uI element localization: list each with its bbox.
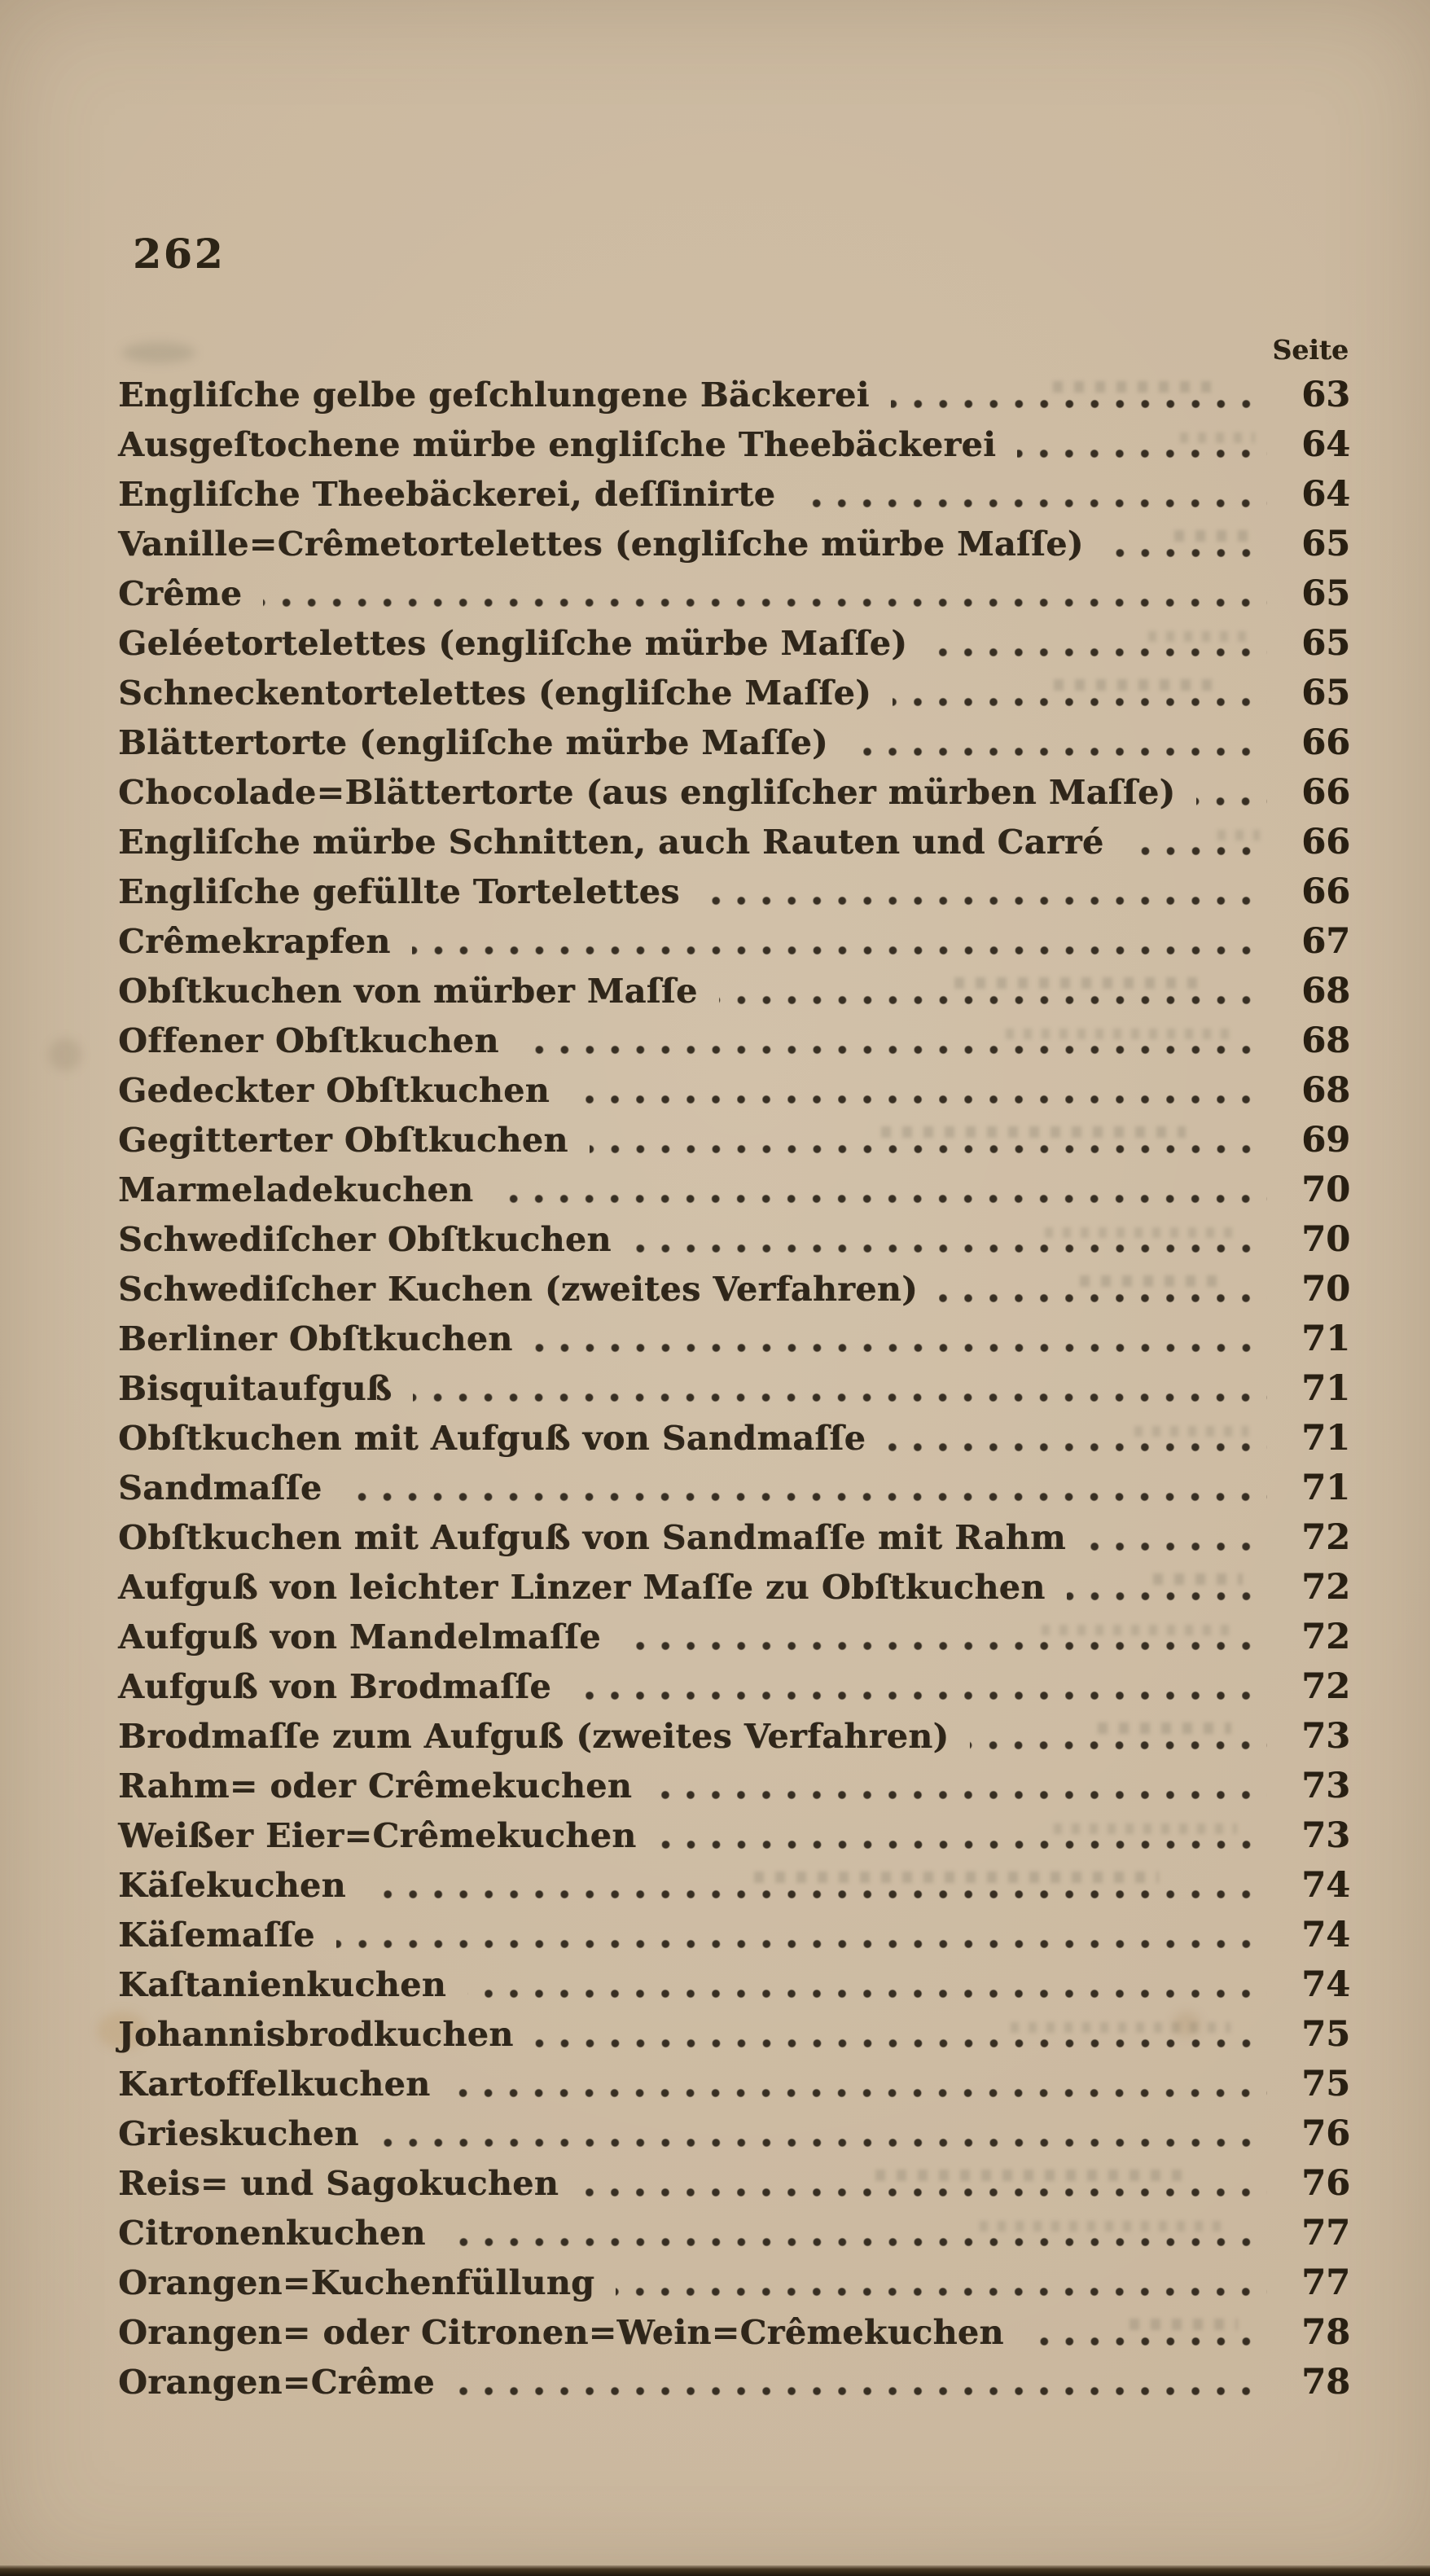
toc-row [118, 520, 1350, 569]
toc-row [118, 818, 1350, 867]
toc-entry-title: Chocolade=Blättertorte (aus engliſcher mürben Maſſe) [118, 773, 1176, 812]
toc-entry-page-number: 63 [1301, 375, 1350, 415]
dot-leader [343, 1489, 1267, 1502]
dot-leader [719, 992, 1267, 1005]
toc-entry-page-number: 74 [1301, 1915, 1350, 1955]
toc-entry-page-number: 78 [1301, 2362, 1350, 2403]
toc-entry-title: Obſtkuchen mit Aufguß von Sandmaſſe mit Rahm [118, 1518, 1066, 1557]
toc-entry-page-number: 67 [1301, 921, 1350, 962]
dot-leader [413, 1389, 1267, 1402]
toc-entry-page-number: 74 [1301, 1865, 1350, 1906]
toc-row [118, 1215, 1350, 1265]
toc-entry-page-number: 72 [1301, 1517, 1350, 1558]
toc-row [118, 1364, 1350, 1414]
toc-entry-title: Gegitterter Obſtkuchen [118, 1121, 568, 1160]
dot-leader [336, 1936, 1267, 1949]
toc-entry-title: Engliſche gefüllte Tortelettes [118, 872, 680, 911]
toc-entry-page-number: 72 [1301, 1617, 1350, 1657]
toc-entry-title: Crême [118, 574, 243, 613]
toc-entry-page-number: 78 [1301, 2312, 1350, 2353]
dot-leader [1196, 793, 1267, 806]
toc-entry-page-number: 72 [1301, 1567, 1350, 1608]
toc-entry-title: Schneckentortelettes (engliſche Maſſe) [118, 674, 872, 713]
dot-leader [534, 1340, 1267, 1353]
toc-entry-page-number: 73 [1301, 1815, 1350, 1856]
toc-entry-title: Orangen= oder Citronen=Wein=Crêmekuchen [118, 2313, 1004, 2352]
dot-leader [893, 694, 1267, 707]
toc-row [118, 619, 1350, 669]
toc-entry-page-number: 70 [1301, 1170, 1350, 1210]
dot-leader [1067, 1588, 1267, 1601]
toc-row [118, 967, 1350, 1016]
toc-entry-page-number: 66 [1301, 722, 1350, 763]
dot-leader [1125, 843, 1267, 856]
dot-leader [1087, 1538, 1267, 1551]
toc-entry-title: Marmeladekuchen [118, 1170, 474, 1209]
toc-entry-title: Grieskuchen [118, 2114, 359, 2153]
paper-smudge [49, 1038, 81, 1071]
toc-entry-title: Reis= und Sagokuchen [118, 2164, 559, 2203]
toc-column-header-seite: Seite [1272, 334, 1349, 366]
dot-leader [701, 893, 1267, 906]
dot-leader [928, 644, 1267, 657]
toc-entry-title: Engliſche Theebäckerei, deſſinirte [118, 475, 776, 514]
toc-entry-title: Rahm= oder Crêmekuchen [118, 1766, 633, 1806]
toc-entry-title: Crêmekrapfen [118, 922, 391, 961]
toc-entry-title: Aufguß von Brodmaſſe [118, 1667, 551, 1706]
toc-row [118, 2308, 1350, 2358]
toc-row [118, 1066, 1350, 1116]
dot-leader [572, 1687, 1267, 1701]
toc-list [118, 371, 1350, 2407]
toc-row [118, 1662, 1350, 1712]
toc-entry-page-number: 68 [1301, 971, 1350, 1012]
toc-row [118, 569, 1350, 619]
toc-row [118, 1712, 1350, 1762]
toc-entry-page-number: 66 [1301, 871, 1350, 912]
toc-entry-page-number: 71 [1301, 1319, 1350, 1359]
toc-entry-title: Käſekuchen [118, 1866, 346, 1905]
toc-entry-title: Blättertorte (engliſche mürbe Maſſe) [118, 723, 828, 762]
dot-leader [263, 595, 1267, 608]
toc-entry-page-number: 75 [1301, 2064, 1350, 2104]
toc-entry-title: Kaſtanienkuchen [118, 1965, 447, 2004]
dot-leader [456, 2383, 1267, 2396]
toc-entry-page-number: 73 [1301, 1716, 1350, 1757]
dot-leader [367, 1886, 1267, 1899]
toc-entry-title: Brodmaſſe zum Aufguß (zweites Verfahren) [118, 1717, 950, 1756]
toc-entry-title: Aufguß von Mandelmaſſe [118, 1617, 601, 1657]
toc-row [118, 1811, 1350, 1861]
toc-entry-title: Orangen=Crême [118, 2363, 435, 2402]
toc-entry-title: Aufguß von leichter Linzer Maſſe zu Obſtkuchen [118, 1568, 1046, 1607]
toc-row [118, 470, 1350, 520]
dot-leader [653, 1787, 1267, 1800]
toc-entry-page-number: 65 [1301, 673, 1350, 713]
toc-row [118, 917, 1350, 967]
toc-row [118, 1513, 1350, 1563]
toc-entry-page-number: 76 [1301, 2163, 1350, 2204]
toc-entry-page-number: 65 [1301, 623, 1350, 664]
toc-entry-page-number: 65 [1301, 524, 1350, 564]
toc-entry-title: Obſtkuchen von mürber Maſſe [118, 972, 698, 1011]
toc-row [118, 2159, 1350, 2209]
toc-entry-page-number: 70 [1301, 1269, 1350, 1310]
dot-leader [633, 1240, 1267, 1253]
toc-row [118, 2258, 1350, 2308]
toc-row [118, 371, 1350, 420]
toc-row [118, 2060, 1350, 2109]
toc-entry-title: Schwediſcher Kuchen (zweites Verfahren) [118, 1270, 919, 1309]
toc-entry-page-number: 77 [1301, 2213, 1350, 2253]
toc-entry-title: Ausgeſtochene mürbe engliſche Theebäckerei [118, 425, 997, 464]
table-of-contents [118, 334, 1350, 2407]
dot-leader [590, 1141, 1267, 1154]
toc-entry-page-number: 69 [1301, 1120, 1350, 1161]
toc-row [118, 2358, 1350, 2407]
toc-entry-title: Bisquitaufguß [118, 1369, 393, 1408]
toc-entry-title: Käſemaſſe [118, 1916, 315, 1955]
page-bottom-edge [0, 2565, 1430, 2576]
dot-leader [447, 2234, 1267, 2247]
toc-entry-title: Weißer Eier=Crêmekuchen [118, 1816, 637, 1855]
toc-row [118, 1960, 1350, 2010]
toc-row [118, 420, 1350, 470]
toc-entry-title: Orangen=Kuchenfüllung [118, 2263, 595, 2302]
toc-entry-title: Offener Obſtkuchen [118, 1021, 499, 1060]
toc-entry-title: Vanille=Crêmetortelettes (engliſche mürbe Maſſe) [118, 524, 1084, 564]
dot-leader [970, 1737, 1267, 1750]
toc-row [118, 1165, 1350, 1215]
dot-leader [1105, 545, 1267, 558]
toc-entry-page-number: 71 [1301, 1468, 1350, 1508]
toc-entry-title: Sandmaſſe [118, 1468, 322, 1507]
dot-leader [658, 1837, 1267, 1850]
toc-row [118, 2109, 1350, 2159]
toc-row [118, 1016, 1350, 1066]
toc-row [118, 669, 1350, 718]
dot-leader [580, 2184, 1267, 2197]
dot-leader [616, 2284, 1267, 2297]
toc-entry-title: Citronenkuchen [118, 2214, 426, 2253]
toc-entry-page-number: 68 [1301, 1020, 1350, 1061]
dot-leader [451, 2085, 1267, 2098]
dot-leader [494, 1191, 1267, 1204]
toc-entry-page-number: 70 [1301, 1219, 1350, 1260]
toc-row [118, 1563, 1350, 1613]
toc-entry-title: Obſtkuchen mit Aufguß von Sandmaſſe [118, 1419, 866, 1458]
toc-row [118, 1314, 1350, 1364]
dot-leader [520, 1042, 1267, 1055]
toc-entry-page-number: 66 [1301, 822, 1350, 862]
dot-leader [467, 1986, 1267, 1999]
toc-entry-page-number: 68 [1301, 1070, 1350, 1111]
toc-entry-page-number: 73 [1301, 1766, 1350, 1806]
toc-entry-page-number: 65 [1301, 573, 1350, 614]
toc-row [118, 2010, 1350, 2060]
toc-row [118, 1414, 1350, 1464]
toc-entry-title: Engliſche gelbe geſchlungene Bäckerei [118, 375, 870, 415]
toc-row [118, 768, 1350, 818]
toc-entry-page-number: 64 [1301, 424, 1350, 465]
toc-row [118, 718, 1350, 768]
toc-entry-page-number: 66 [1301, 772, 1350, 813]
toc-entry-page-number: 76 [1301, 2113, 1350, 2154]
dot-leader [796, 495, 1267, 508]
dot-leader [535, 2035, 1267, 2048]
dot-leader [849, 744, 1267, 757]
dot-leader [412, 942, 1267, 955]
toc-entry-page-number: 74 [1301, 1964, 1350, 2005]
dot-leader [1025, 2333, 1267, 2346]
dot-leader [891, 396, 1267, 409]
toc-entry-title: Kartoffelkuchen [118, 2065, 431, 2104]
toc-entry-title: Engliſche mürbe Schnitten, auch Rauten und Carré [118, 823, 1104, 862]
toc-row [118, 1911, 1350, 1960]
toc-row [118, 1265, 1350, 1314]
toc-row [118, 1861, 1350, 1911]
toc-entry-page-number: 71 [1301, 1418, 1350, 1459]
dot-leader [887, 1439, 1267, 1452]
toc-entry-title: Johannisbrodkuchen [118, 2015, 514, 2054]
page-number: 262 [133, 230, 226, 278]
dot-leader [1017, 445, 1267, 459]
toc-entry-page-number: 75 [1301, 2014, 1350, 2055]
toc-row [118, 1613, 1350, 1662]
toc-entry-title: Schwediſcher Obſtkuchen [118, 1220, 612, 1259]
toc-row [118, 2209, 1350, 2258]
toc-entry-page-number: 77 [1301, 2262, 1350, 2303]
toc-entry-title: Geléetortelettes (engliſche mürbe Maſſe) [118, 624, 908, 663]
toc-row [118, 867, 1350, 917]
toc-entry-title: Berliner Obſtkuchen [118, 1319, 513, 1358]
dot-leader [939, 1290, 1267, 1303]
toc-row [118, 1464, 1350, 1513]
toc-entry-page-number: 72 [1301, 1666, 1350, 1707]
dot-leader [571, 1091, 1267, 1104]
toc-row [118, 1762, 1350, 1811]
dot-leader [380, 2135, 1267, 2148]
toc-row [118, 1116, 1350, 1165]
dot-leader [622, 1638, 1267, 1651]
toc-entry-title: Gedeckter Obſtkuchen [118, 1071, 550, 1110]
toc-entry-page-number: 71 [1301, 1368, 1350, 1409]
toc-entry-page-number: 64 [1301, 474, 1350, 515]
